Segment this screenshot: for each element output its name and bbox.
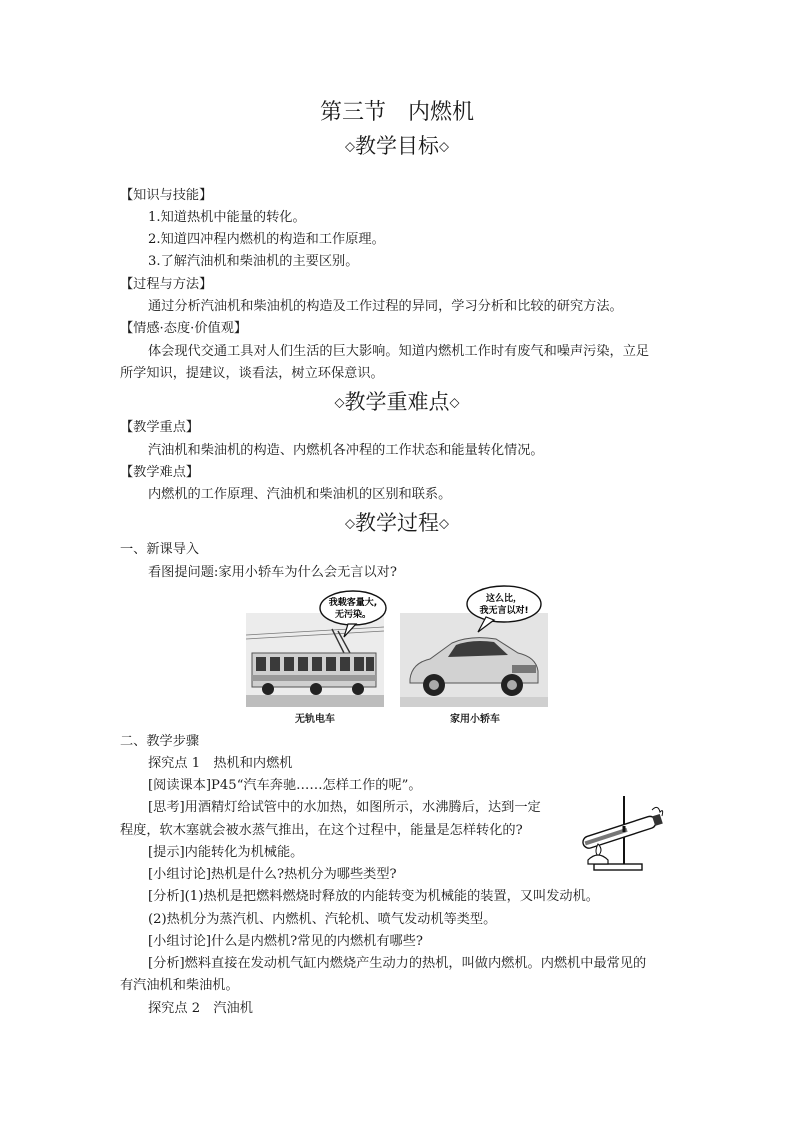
bus-speech-bubble	[318, 589, 388, 639]
analysis-3-line2: 有汽油机和柴油机。	[120, 978, 239, 993]
focus-label: 【教学重点】	[120, 420, 200, 435]
hint-text: [提示]内能转化为机械能。	[148, 845, 304, 860]
heading-text: 教学过程	[355, 511, 439, 535]
car-caption: 家用小轿车	[450, 714, 500, 725]
part2-title: 二、教学步骤	[120, 734, 200, 749]
analysis-1: [分析](1)热机是把燃料燃烧时释放的内能转变为机械能的装置，又叫发动机。	[148, 889, 599, 904]
part1-title: 一、新课导入	[120, 542, 200, 557]
diamond-left-icon: ◇	[334, 395, 345, 411]
part1-text: 看图提问题:家用小轿车为什么会无言以对?	[148, 565, 397, 580]
test-tube-heating-apparatus	[568, 792, 668, 876]
think-text-line2: 程度，软木塞就会被水蒸气推出，在这个过程中，能量是怎样转化的?	[120, 823, 523, 838]
diamond-right-icon: ◇	[439, 139, 449, 155]
point2-title: 探究点 2 汽油机	[148, 1001, 253, 1016]
diamond-left-icon: ◇	[345, 139, 355, 155]
emotion-text-line1: 体会现代交通工具对人们生活的巨大影响。知道内燃机工作时有废气和噪声污染，立足	[148, 344, 650, 359]
heading-text: 教学目标	[355, 134, 439, 158]
difficulty-label: 【教学难点】	[120, 465, 200, 480]
think-text-line1: [思考]用酒精灯给试管中的水加热，如图所示，水沸腾后，达到一定	[148, 800, 541, 815]
car-bubble-line1: 这么比，	[485, 594, 523, 604]
difficulty-text: 内燃机的工作原理、汽油机和柴油机的区别和联系。	[148, 487, 452, 502]
emotion-text-line2: 所学知识，提建议，谈看法，树立环保意识。	[120, 366, 384, 381]
knowledge-item-3: 3.了解汽油机和柴油机的主要区别。	[148, 254, 359, 269]
discussion-1: [小组讨论]热机是什么?热机分为哪些类型?	[148, 867, 397, 882]
section-heading-objectives	[0, 133, 794, 161]
diamond-right-icon: ◇	[449, 395, 460, 411]
discussion-2: [小组讨论]什么是内燃机?常见的内燃机有哪些?	[148, 934, 423, 949]
analysis-3-line1: [分析]燃料直接在发动机气缸内燃烧产生动力的热机，叫做内燃机。内燃机中最常见的	[148, 956, 647, 971]
emotion-label: 【情感·态度·价值观】	[120, 321, 248, 336]
point1-title: 探究点 1 热机和内燃机	[148, 756, 293, 771]
knowledge-item-1: 1.知道热机中能量的转化。	[148, 210, 306, 225]
heading-text: 教学重难点	[344, 390, 450, 414]
focus-text: 汽油机和柴油机的构造、内燃机各冲程的工作状态和能量转化情况。	[148, 443, 544, 458]
bus-caption: 无轨电车	[295, 714, 335, 725]
diamond-right-icon: ◇	[439, 516, 449, 532]
read-text: [阅读课本]P45“汽车奔驰……怎样工作的呢”。	[148, 778, 422, 793]
bus-bubble-line2: 无污染。	[334, 610, 372, 620]
section-heading-process	[0, 510, 794, 538]
section-heading-key-points	[0, 389, 794, 417]
analysis-2: (2)热机分为蒸汽机、内燃机、汽轮机、喷气发动机等类型。	[148, 912, 497, 927]
knowledge-label: 【知识与技能】	[120, 188, 213, 203]
process-method-label: 【过程与方法】	[120, 277, 213, 292]
car-bubble-line2: 我无言以对!	[479, 606, 529, 616]
process-method-text: 通过分析汽油机和柴油机的构造及工作过程的异同，学习分析和比较的研究方法。	[148, 299, 623, 314]
diamond-left-icon: ◇	[345, 516, 355, 532]
knowledge-item-2: 2.知道四冲程内燃机的构造和工作原理。	[148, 232, 385, 247]
car-speech-bubble	[464, 584, 544, 636]
page-title: 第三节 内燃机	[319, 100, 474, 125]
bus-bubble-line1: 我载客量大,	[328, 598, 378, 608]
